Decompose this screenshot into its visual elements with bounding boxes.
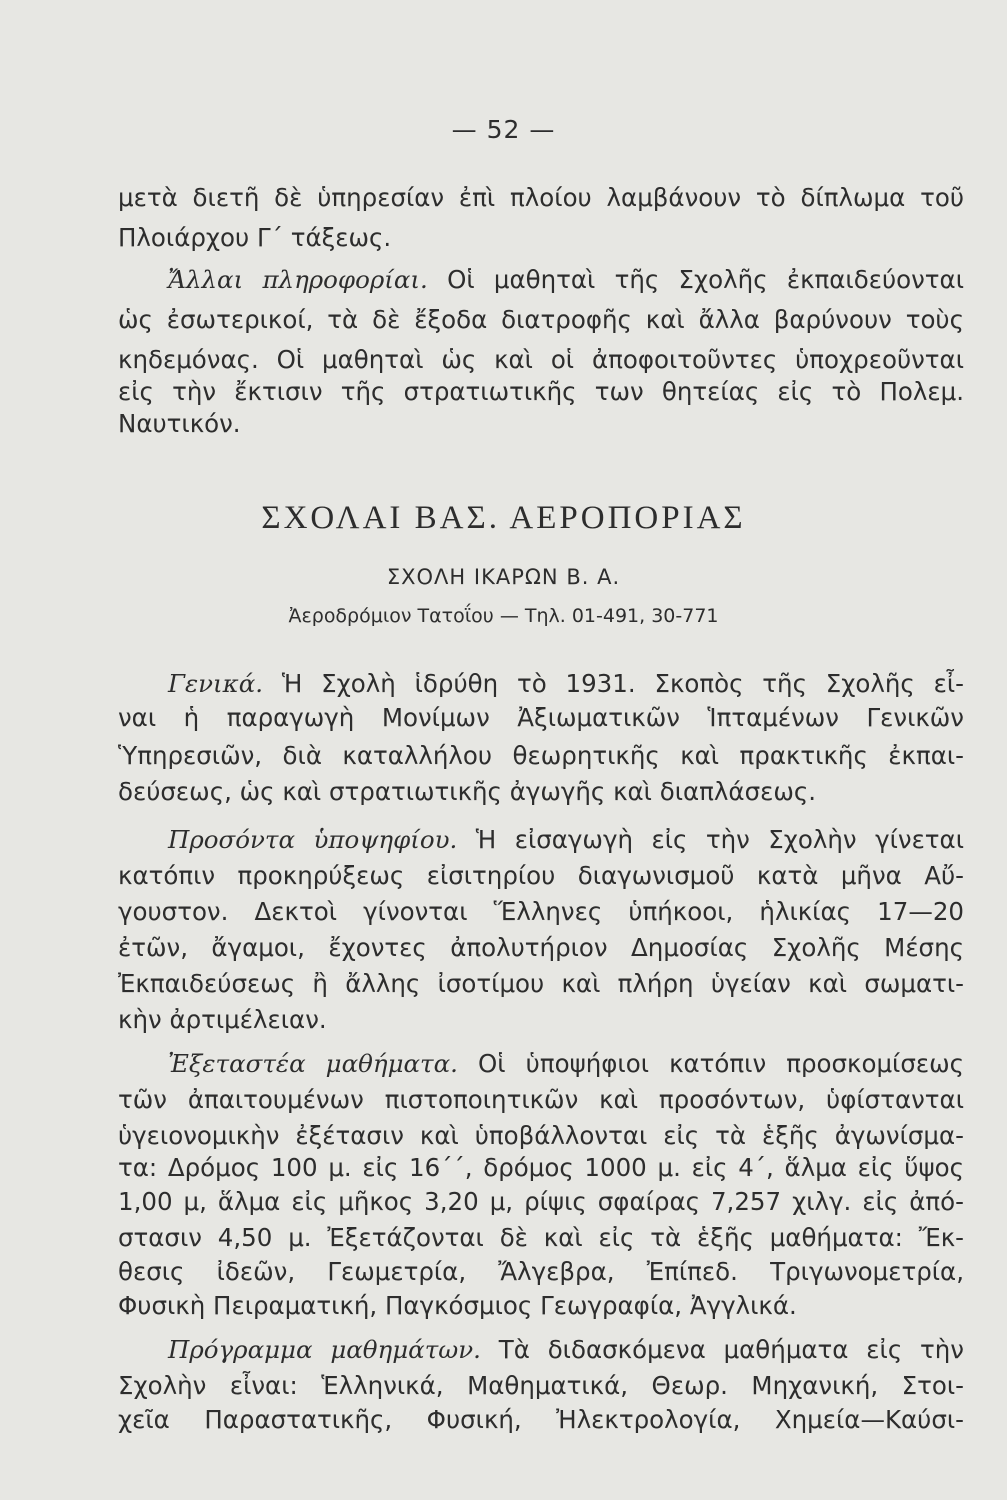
paragraph-first-line [118,262,964,298]
text-line: κὴν ἀρτιμέλειαν. [118,1005,327,1034]
text-line: Φυσικὴ Πειραματική, Παγκόσμιος Γεωγραφία, Ἀγγλικά. [118,1291,797,1320]
text-line: 1,00 μ, ἅλμα εἰς μῆκος 3,20 μ, ρίψις σφαίρας 7,257 χιλγ. εἰς ἀπό- [118,1187,964,1216]
text-span: Οἱ μαθηταὶ τῆς Σχολῆς ἐκπαιδεύονται [447,265,964,294]
page-number: — 52 — [451,115,556,144]
text-line: γουστον. Δεκτοὶ γίνονται Ἕλληνες ὑπήκοοι, ἡλικίας 17—20 [118,897,964,926]
paragraph-heading: Προσόντα ὑποψηφίου. [168,825,458,854]
text-line: Ναυτικόν. [118,409,241,438]
paragraph-heading: Γενικά. [168,669,264,698]
text-span: Οἱ ὑποψήφιοι κατόπιν προσκομίσεως [478,1049,964,1078]
paragraph-heading: Ἄλλαι πληροφορίαι. [168,265,428,294]
text-line: Ὑπηρεσιῶν, διὰ καταλλήλου θεωρητικῆς καὶ πρακτικῆς ἐκπαι- [118,741,964,770]
paragraph-first-line [118,822,964,858]
paragraph-first-line [118,1332,964,1368]
text-line: τα: Δρόμος 100 μ. εἰς 16΄΄, δρόμος 1000 μ. εἰς 4΄, ἅλμα εἰς ὕψος [118,1153,964,1182]
text-line: χεῖα Παραστατικῆς, Φυσική, Ἠλεκτρολογία, Χημεία—Καύσι- [118,1405,964,1434]
section-title: ΣΧΟΛΑΙ ΒΑΣ. ΑΕΡΟΠΟΡΙΑΣ [261,500,746,536]
text-line: στασιν 4,50 μ. Ἐξετάζονται δὲ καὶ εἰς τὰ ἑξῆς μαθήματα: Ἔκ- [118,1223,964,1252]
text-line: θεσις ἰδεῶν, Γεωμετρία, Ἄλγεβρα, Ἐπίπεδ. Τριγωνομετρία, [118,1257,964,1286]
text-line: κηδεμόνας. Οἱ μαθηταὶ ὡς καὶ οἱ ἀποφοιτοῦντες ὑποχρεοῦνται [118,345,964,374]
school-address: Ἀεροδρόμιον Τατοΐου — Τηλ. 01-491, 30-771 [288,605,719,627]
text-line: μετὰ διετῆ δὲ ὑπηρεσίαν ἐπὶ πλοίου λαμβάνουν τὸ δίπλωμα τοῦ [118,183,964,212]
text-span: Τὰ διδασκόμενα μαθήματα εἰς τὴν [498,1335,964,1364]
text-line: εἰς τὴν ἔκτισιν τῆς στρατιωτικῆς των θητείας εἰς τὸ Πολεμ. [118,377,964,406]
text-line: Ἐκπαιδεύσεως ἢ ἄλλης ἰσοτίμου καὶ πλήρη ὑγείαν καὶ σωματι- [118,969,964,998]
school-title: ΣΧΟΛΗ ΙΚΑΡΩΝ Β. Α. [386,565,621,589]
text-line: ὡς ἐσωτερικοί, τὰ δὲ ἔξοδα διατροφῆς καὶ ἄλλα βαρύνουν τοὺς [118,305,964,334]
text-line: Σχολὴν εἶναι: Ἑλληνικά, Μαθηματικά, Θεωρ. Μηχανική, Στοι- [118,1371,964,1400]
paragraph-first-line [118,1046,964,1082]
text-line: ὑγειονομικὴν ἐξέτασιν καὶ ὑποβάλλονται εἰς τὰ ἑξῆς ἀγωνίσμα- [118,1121,964,1150]
text-line: ναι ἡ παραγωγὴ Μονίμων Ἀξιωματικῶν Ἱπταμένων Γενικῶν [118,703,964,732]
text-line: τῶν ἀπαιτουμένων πιστοποιητικῶν καὶ προσόντων, ὑφίστανται [118,1085,964,1114]
paragraph-heading: Ἐξεταστέα μαθήματα. [168,1049,458,1078]
text-line: Πλοιάρχου Γ΄ τάξεως. [118,223,392,252]
paragraph-heading: Πρόγραμμα μαθημάτων. [168,1335,481,1364]
text-line: ἐτῶν, ἄγαμοι, ἔχοντες ἀπολυτήριον Δημοσίας Σχολῆς Μέσης [118,933,964,962]
text-span: Ἡ εἰσαγωγὴ εἰς τὴν Σχολὴν γίνεται [475,825,964,854]
text-line: δεύσεως, ὡς καὶ στρατιωτικῆς ἀγωγῆς καὶ διαπλάσεως. [118,777,817,806]
text-line: κατόπιν προκηρύξεως εἰσιτηρίου διαγωνισμοῦ κατὰ μῆνα Αὔ- [118,861,964,890]
text-span: Ἡ Σχολὴ ἱδρύθη τὸ 1931. Σκοπὸς τῆς Σχολῆς εἶ- [281,669,964,698]
paragraph-first-line [118,666,964,702]
